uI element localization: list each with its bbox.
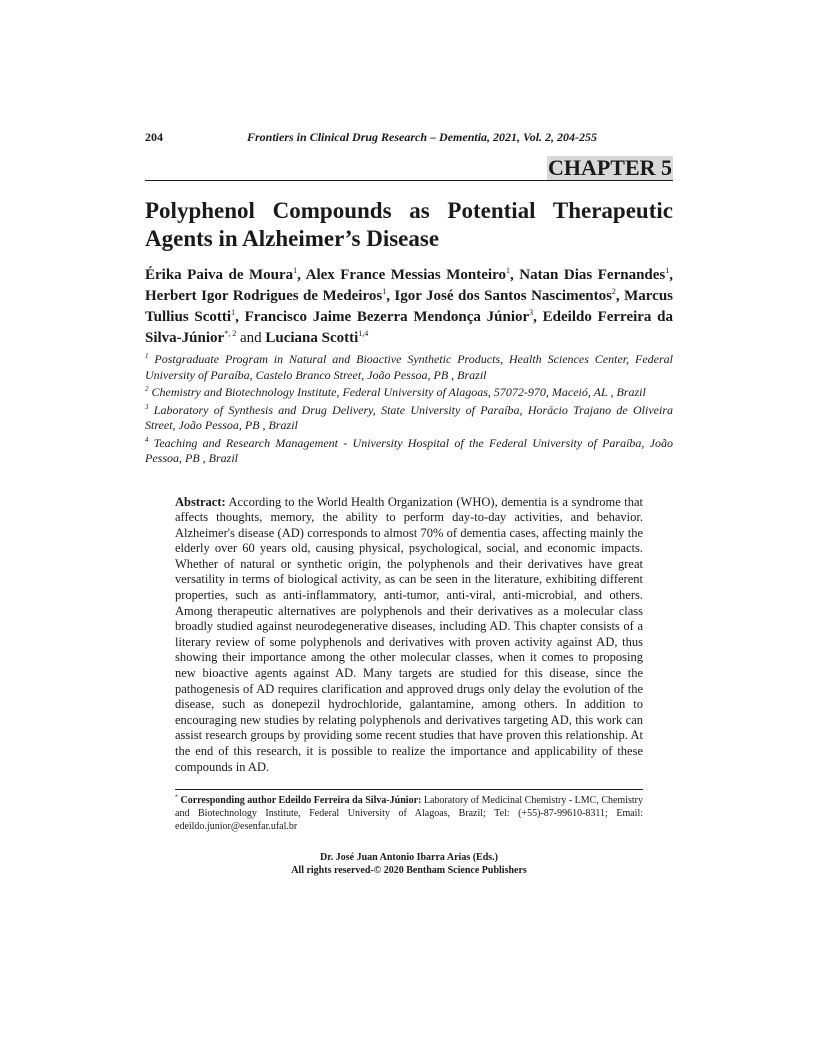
affiliation-text: Postgraduate Program in Natural and Bioactive Synthetic Products, Health Sciences Center, Federal University of Paraíba, Castelo Branco Street, João Pessoa, PB , Brazil (145, 352, 673, 382)
abstract-text: According to the World Health Organization (WHO), dementia is a syndrome that affects thoughts, memory, the ability to perform day-to-day activities, and behavior. Alzheimer's disease (AD) corresponds to almost 70% of dementia cases, affecting mainly the elderly over 60 years old, causing physical, psychological, social, and economic impacts. Whether of natural or synthetic origin, the polyphenols and their derivatives have great versatility in terms of biological activity, as can be seen in the literature, exhibiting different properties, such as anti-inflammatory, anti-tumor, anti-viral, anti-microbial, and others. Among therapeutic alternatives are polyphenols and their derivatives as a molecular class broadly studied against neurodegenerative diseases, including AD. This chapter consists of a literary review of some polyphenols and derivatives with proven activity against AD, thus showing their importance among the other molecular classes, when it comes to proposing new bioactive agents against AD. Many targets are studied for this disease, since the pathogenesis of AD requires clarification and approved drugs only delay the evolution of the disease, such as donepezil hydrochloride, galantamine, among others. In addition to encouraging new studies by relating polyphenols and derivatives targeting AD, this work can assist research groups by providing some recent studies that have proven this relationship. At the end of this research, it is possible to realize the importance and applicability of these compounds in AD. (175, 494, 643, 774)
author-name: Luciana Scotti (265, 330, 359, 346)
journal-year: , 2021, (487, 130, 524, 144)
affiliation-text: Laboratory of Synthesis and Drug Delivery, State University of Paraíba, Horácio Trajano de Oliveira Street, João Pessoa, PB , Brazil (145, 402, 673, 432)
author-affiliation-marker: 1,4 (358, 329, 369, 338)
editor-line: Dr. José Juan Antonio Ibarra Arias (Eds.) (320, 852, 498, 864)
author-name: Francisco Jaime Bezerra Mendonça Júnior (244, 309, 530, 325)
author-name: Érika Paiva de Moura (145, 267, 294, 283)
author-list (145, 265, 673, 349)
affiliation (145, 436, 673, 467)
author-separator: , (615, 288, 625, 304)
chapter-title: Polyphenol Compounds as Potential Therapeutic Agents in Alzheimer’s Disease (145, 198, 673, 251)
author-separator: , (669, 267, 673, 283)
footnote-text: Laboratory of Medicinal Chemistry - LMC, Chemistry and Biotechnology Institute, Federal University of Alagoas, Brazil; Tel: (+55)-87-99610-8311; Email: edeildo.junior@esenfar.ufal.br (175, 795, 643, 833)
footnote-label: Corresponding author Edeildo Ferreira da Silva-Júnior: (180, 795, 422, 807)
author-affiliation-marker: 1 (231, 308, 236, 317)
chapter-label: CHAPTER 5 (547, 155, 672, 180)
journal-name: Frontiers in Clinical Drug Research – Dementia (247, 130, 488, 144)
abstract-label: Abstract: (175, 494, 226, 509)
journal-pages: , 204-255 (551, 130, 598, 144)
author-affiliation-marker: 2 (611, 287, 616, 296)
rights-line: All rights reserved-© 2020 Bentham Science Publishers (291, 865, 527, 877)
corresponding-author-footnote (175, 794, 643, 833)
abstract (175, 495, 643, 776)
author-name: Igor José dos Santos Nascimentos (394, 288, 612, 304)
author-name: Natan Dias Fernandes (519, 267, 666, 283)
footnote-divider (175, 789, 643, 790)
author-separator: , (533, 309, 543, 325)
affiliation-number: 4 (145, 435, 149, 444)
author-affiliation-marker: 1 (505, 266, 510, 275)
affiliation-text: Teaching and Research Management - University Hospital of the Federal University of Paraíba, João Pessoa, PB , Brazil (145, 435, 673, 465)
affiliation (145, 385, 673, 401)
author-name: Marcus Tullius Scotti (145, 288, 674, 325)
affiliation (145, 352, 673, 383)
footnote-marker: * (175, 794, 178, 801)
running-head (145, 130, 673, 148)
author-affiliation-marker: 1 (665, 266, 670, 275)
page (145, 130, 673, 877)
journal-citation (247, 130, 597, 145)
author-separator: and (236, 330, 266, 346)
affiliation-number: 2 (145, 385, 149, 393)
affiliation-number: 3 (145, 402, 149, 411)
affiliation-text: Chemistry and Biotechnology Institute, Federal University of Alagoas, 57072-970, Maceió, AL , Brazil (151, 385, 646, 399)
affiliation (145, 403, 673, 434)
author-affiliation-marker: *, 2 (224, 329, 237, 338)
affiliation-number: 1 (145, 352, 149, 360)
affiliation-list (145, 352, 673, 467)
author-affiliation-marker: 3 (529, 308, 534, 317)
author-name: Edeildo Ferreira da Silva-Júnior (145, 309, 674, 346)
page-number: 204 (145, 130, 163, 144)
author-name: Herbert Igor Rodrigues de Medeiros (145, 288, 383, 304)
chapter-header (145, 156, 673, 181)
publisher-info (145, 851, 673, 877)
author-separator: , (235, 309, 245, 325)
author-separator: , (386, 288, 395, 304)
journal-volume: Vol. 2 (523, 130, 552, 144)
author-affiliation-marker: 1 (293, 266, 298, 275)
author-affiliation-marker: 1 (382, 287, 387, 296)
author-name: Alex France Messias Monteiro (305, 267, 506, 283)
author-separator: , (509, 267, 520, 283)
author-separator: , (297, 267, 306, 283)
